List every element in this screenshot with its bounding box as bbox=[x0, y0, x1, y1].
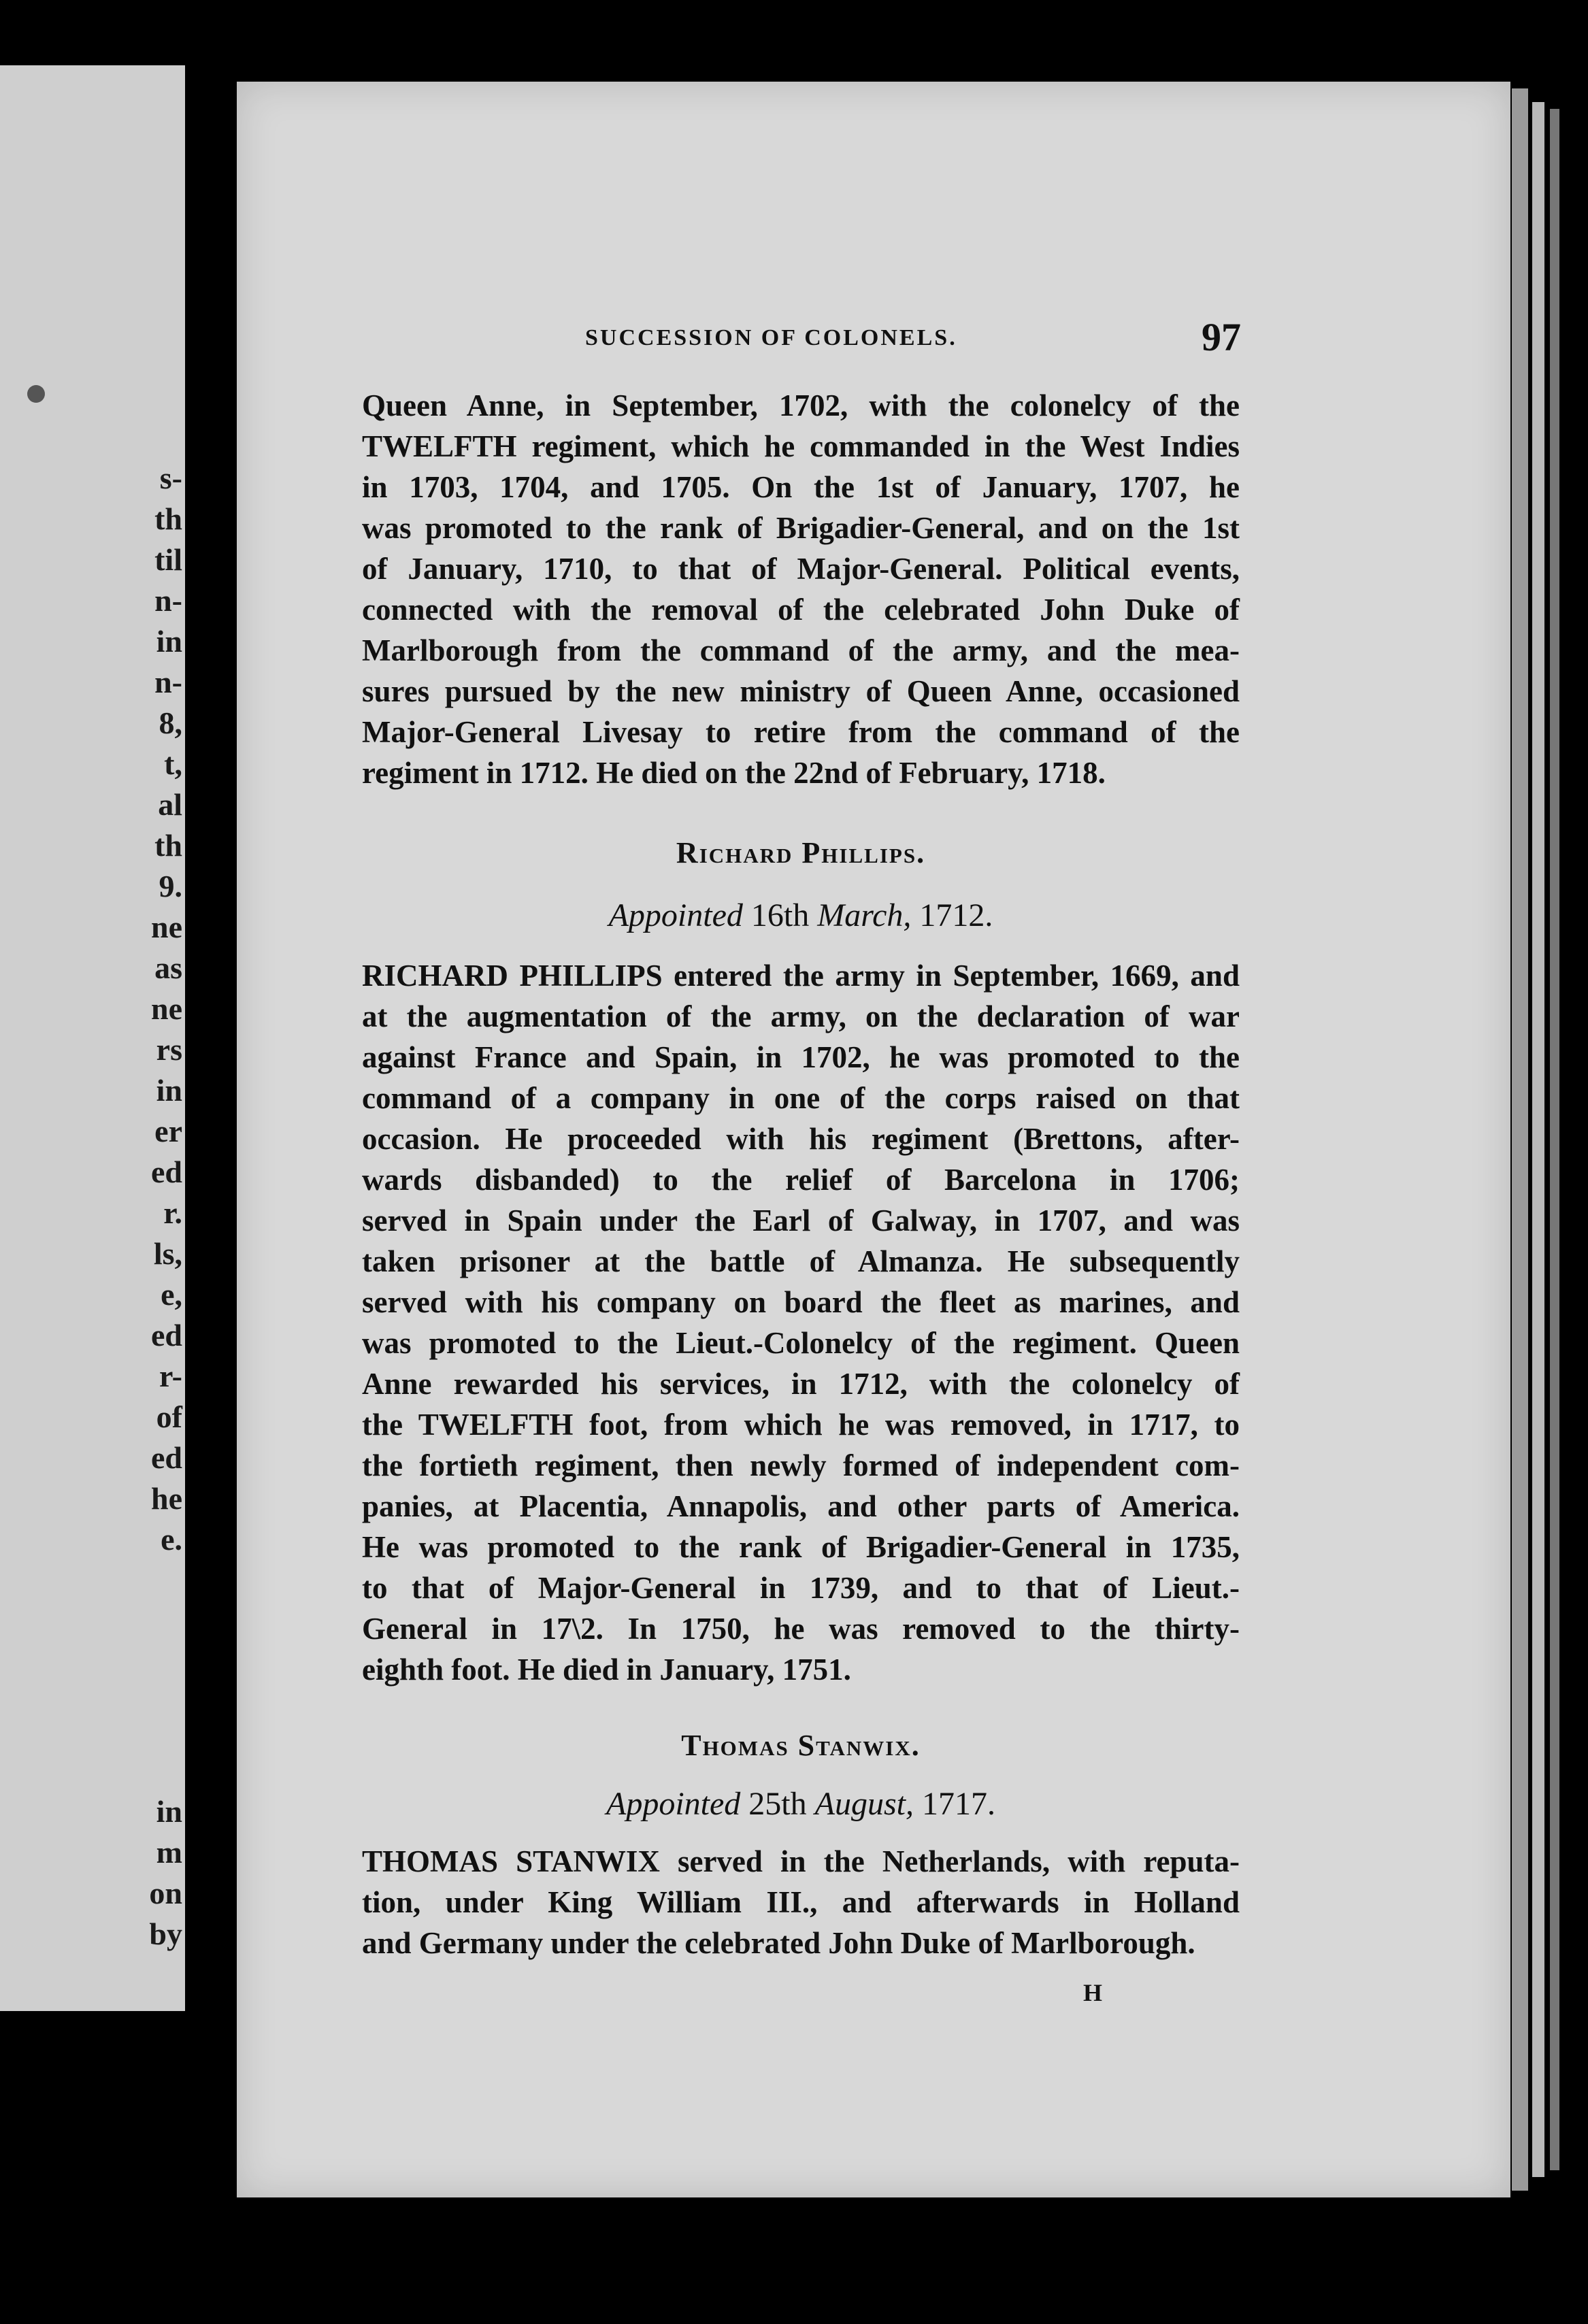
left-page-fragment-text: ed bbox=[151, 1318, 182, 1352]
left-page-fragment-text: s- bbox=[159, 461, 182, 495]
appointed-label: Appointed bbox=[608, 897, 743, 933]
text-line: eighth foot. He died in January, 1751. bbox=[362, 1653, 851, 1687]
text-line: the fortieth regiment, then newly formed of independent com- bbox=[362, 1448, 1240, 1482]
paragraph-livesay bbox=[362, 385, 1240, 793]
text-line: served with his company on board the fleet as marines, and bbox=[362, 1285, 1240, 1319]
text-line: TWELFTH regiment, which he commanded in the West Indies bbox=[362, 429, 1240, 463]
text-line: connected with the removal of the celebrated John Duke of bbox=[362, 593, 1240, 627]
text-line: was promoted to the Lieut.-Colonelcy of the regiment. Queen bbox=[362, 1326, 1240, 1360]
text-line: occasion. He proceeded with his regiment (Brettons, after- bbox=[362, 1122, 1240, 1156]
text-line: THOMAS STANWIX served in the Netherlands, with reputa- bbox=[362, 1844, 1240, 1878]
text-line: Major-General Livesay to retire from the command of the bbox=[362, 715, 1240, 749]
appointed-phillips bbox=[362, 897, 1240, 934]
left-page-fragment-text: 9. bbox=[159, 869, 182, 903]
text-line: taken prisoner at the battle of Almanza. He subsequently bbox=[362, 1244, 1240, 1278]
appointed-label: Appointed bbox=[606, 1786, 741, 1822]
page-edge bbox=[1550, 109, 1559, 2170]
left-page-fragment-text: r. bbox=[163, 1195, 182, 1230]
appointed-year: 1717. bbox=[921, 1786, 995, 1822]
text-line: was promoted to the rank of Brigadier-General, and on the 1st bbox=[362, 511, 1240, 545]
text-line: and Germany under the celebrated John Duke of Marlborough. bbox=[362, 1926, 1195, 1960]
text-line: tion, under King William III., and afterwards in Holland bbox=[362, 1885, 1240, 1919]
text-line: against France and Spain, in 1702, he was promoted to the bbox=[362, 1040, 1240, 1074]
left-page-fragment bbox=[0, 65, 185, 2011]
left-page-fragment-text: on bbox=[149, 1876, 182, 1910]
text-line: of January, 1710, to that of Major-General. Political events, bbox=[362, 552, 1240, 586]
text-line: He was promoted to the rank of Brigadier-General in 1735, bbox=[362, 1530, 1240, 1564]
text-line: Queen Anne, in September, 1702, with the colonelcy of the bbox=[362, 388, 1240, 422]
text-line: the TWELFTH foot, from which he was removed, in 1717, to bbox=[362, 1408, 1240, 1442]
text-line: panies, at Placentia, Annapolis, and other parts of America. bbox=[362, 1489, 1240, 1523]
ink-spot bbox=[27, 385, 45, 403]
left-page-fragment-text: in bbox=[156, 1794, 182, 1829]
signature-mark: H bbox=[1083, 1979, 1103, 2006]
left-page-fragment-text: e. bbox=[161, 1522, 182, 1557]
left-page-fragment-text: al bbox=[158, 787, 182, 822]
heading-thomas-stanwix: Thomas Stanwix. bbox=[681, 1729, 921, 1762]
left-page-fragment-text: by bbox=[149, 1916, 182, 1951]
running-head: SUCCESSION OF COLONELS. bbox=[585, 325, 957, 350]
left-page-fragment-text: ed bbox=[151, 1440, 182, 1475]
appointed-month: March, bbox=[817, 897, 912, 933]
left-page-fragment-text: ed bbox=[151, 1155, 182, 1189]
paragraph-phillips bbox=[362, 955, 1240, 1690]
left-page-fragment-text: n- bbox=[154, 583, 182, 618]
left-page-fragment-text: r- bbox=[159, 1359, 182, 1393]
left-page-fragment-text: ls, bbox=[153, 1236, 182, 1271]
left-page-fragment-text: e, bbox=[161, 1277, 182, 1312]
left-page-fragment-text: in bbox=[156, 624, 182, 659]
left-page-fragment-text: m bbox=[156, 1835, 182, 1870]
left-page-fragment-text: he bbox=[151, 1481, 182, 1516]
appointed-year: 1712. bbox=[919, 897, 993, 933]
text-line: served in Spain under the Earl of Galway, in 1707, and was bbox=[362, 1204, 1240, 1238]
heading-richard-phillips: Richard Phillips. bbox=[676, 836, 926, 869]
left-page-fragment-text: til bbox=[154, 542, 182, 577]
page-edge bbox=[1532, 102, 1544, 2177]
text-line: command of a company in one of the corps raised on that bbox=[362, 1081, 1240, 1115]
left-page-fragment-text: er bbox=[154, 1114, 182, 1148]
left-page-fragment-text: of bbox=[156, 1399, 182, 1434]
text-line: sures pursued by the new ministry of Queen Anne, occasioned bbox=[362, 674, 1240, 708]
left-page-fragment-text: n- bbox=[154, 665, 182, 699]
text-line: Marlborough from the command of the army, and the mea- bbox=[362, 633, 1240, 667]
left-page-fragment-text: t, bbox=[164, 746, 182, 781]
text-line: regiment in 1712. He died on the 22nd of February, 1718. bbox=[362, 756, 1106, 790]
left-page-fragment-text: as bbox=[154, 950, 182, 985]
left-page-fragment-text: th bbox=[154, 501, 182, 536]
text-line: in 1703, 1704, and 1705. On the 1st of January, 1707, he bbox=[362, 470, 1240, 504]
left-page-fragment-text: ne bbox=[151, 910, 182, 944]
appointed-day: 16th bbox=[750, 897, 810, 933]
page-number: 97 bbox=[1202, 315, 1241, 359]
paragraph-stanwix bbox=[362, 1841, 1240, 1963]
text-line: at the augmentation of the army, on the declaration of war bbox=[362, 999, 1240, 1033]
appointed-day: 25th bbox=[748, 1786, 807, 1822]
left-page-fragment-text: ne bbox=[151, 991, 182, 1026]
text-line: Anne rewarded his services, in 1712, with the colonelcy of bbox=[362, 1367, 1240, 1401]
text-line: wards disbanded) to the relief of Barcelona in 1706; bbox=[362, 1163, 1240, 1197]
page-edge bbox=[1512, 88, 1528, 2191]
text-line: RICHARD PHILLIPS entered the army in September, 1669, and bbox=[362, 959, 1240, 993]
text-line: General in 17\2. In 1750, he was removed to the thirty- bbox=[362, 1612, 1240, 1646]
left-page-fragment-text: in bbox=[156, 1073, 182, 1108]
left-page-fragment-text: 8, bbox=[159, 706, 182, 740]
appointed-month: August, bbox=[814, 1786, 914, 1822]
left-page-fragment-text: th bbox=[154, 828, 182, 863]
left-page-fragment-text: rs bbox=[156, 1032, 182, 1067]
text-line: to that of Major-General in 1739, and to that of Lieut.- bbox=[362, 1571, 1240, 1605]
appointed-stanwix bbox=[362, 1785, 1240, 1823]
